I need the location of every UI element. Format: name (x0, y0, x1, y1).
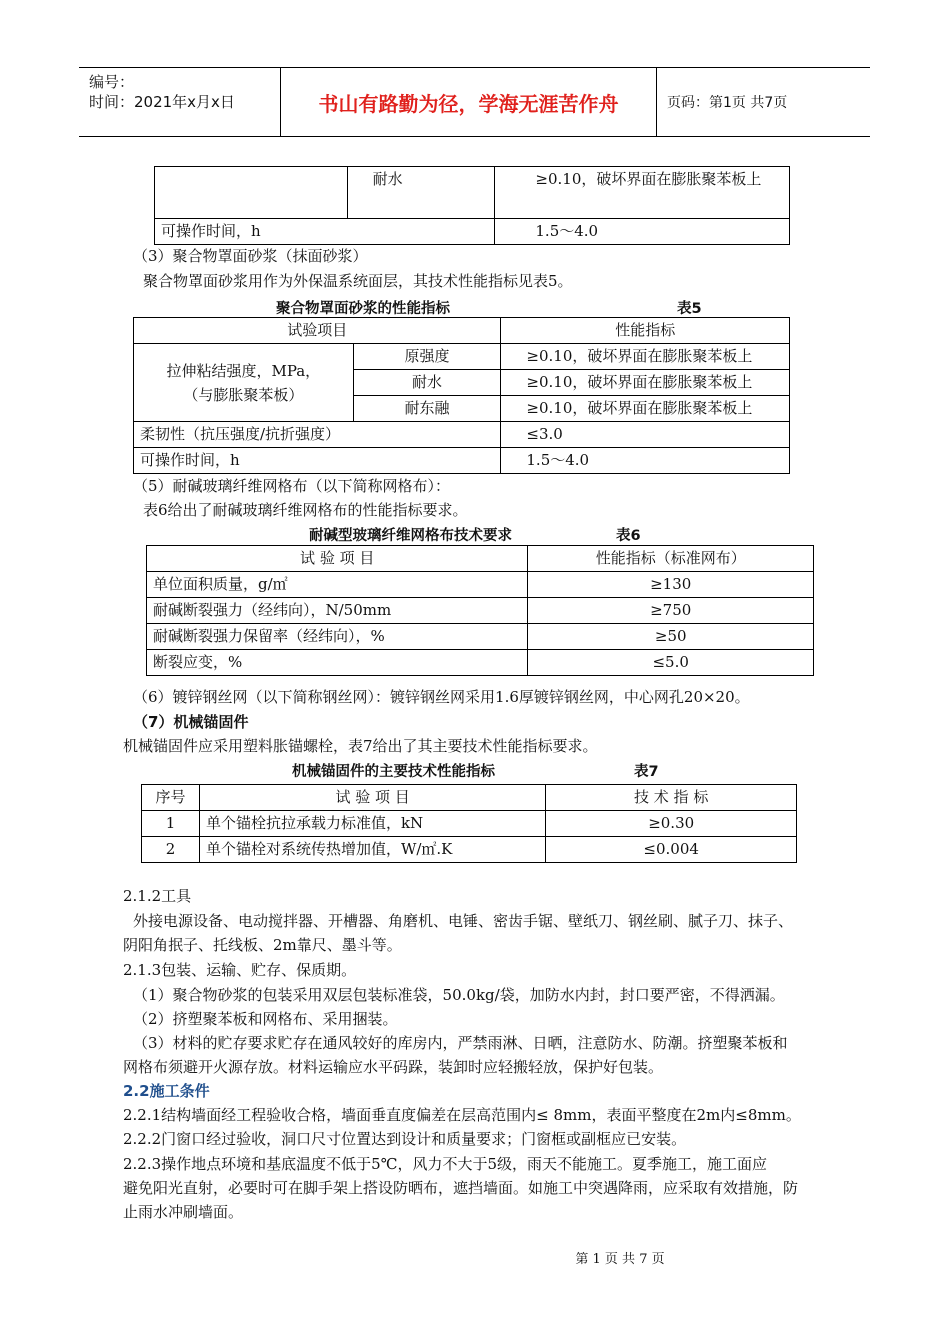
section-213-item: （2）挤塑聚苯板和网格布、采用捆装。 (133, 1010, 398, 1028)
section-5-desc: 表6给出了耐碱玻璃纤维网格布的性能指标要求。 (143, 501, 468, 519)
table6 (146, 545, 814, 676)
table-cell: ≥0.10，破坏界面在膨胀聚苯板上 (501, 396, 790, 422)
table-top-continued (154, 166, 790, 245)
table-header: 技 术 指 标 (546, 785, 797, 811)
page-footer: 第 1 页 共 7 页 (575, 1252, 665, 1267)
group-label-line: （与膨胀聚苯板） (183, 385, 304, 404)
section-223: 避免阳光直射，必要时可在脚手架上搭设防晒布，遮挡墙面。如施工中突遇降雨，应采取有效措施，防 (123, 1179, 799, 1197)
table-cell: 可操作时间，h (134, 448, 501, 474)
table-cell: 断裂应变，% (147, 650, 528, 676)
table-header: 性能指标（标准网布） (528, 546, 814, 572)
section-212-text: 阴阳角抿子、托线板、2m靠尺、墨斗等。 (123, 936, 402, 954)
table-header: 试 验 项 目 (147, 546, 528, 572)
table7-label: 表7 (634, 764, 659, 780)
number-label: 编号： (89, 73, 135, 91)
table-cell: 单个锚栓对系统传热增加值，W/㎡.K (199, 837, 545, 863)
table7 (141, 784, 797, 863)
table-cell: 耐碱断裂强力（经纬向），N/50mm (147, 598, 528, 624)
section-3-desc: 聚合物罩面砂浆用作为外保温系统面层，其技术性能指标见表5。 (143, 272, 573, 290)
page-indicator: 页码：第1页 共7页 (667, 95, 788, 111)
table6-label: 表6 (616, 528, 641, 544)
table-cell: ≥0.30 (546, 811, 797, 837)
table-cell: ≤0.004 (546, 837, 797, 863)
table-cell: ≥0.10，破坏界面在膨胀聚苯板上 (501, 370, 790, 396)
table-cell: 单个锚栓抗拉承载力标准值，kN (199, 811, 545, 837)
table-cell: ≥50 (528, 624, 814, 650)
table-cell: 单位面积质量，g/㎡ (147, 572, 528, 598)
table5-title: 聚合物罩面砂浆的性能指标 (276, 301, 450, 317)
table-cell: ≤5.0 (528, 650, 814, 676)
section-213: 2.1.3包装、运输、贮存、保质期。 (123, 961, 357, 979)
section-221: 2.2.1结构墙面经工程验收合格，墙面垂直度偏差在层高范围内≤ 8mm，表面平整度在2m内≤8mm。 (123, 1106, 801, 1124)
section-213-item: （1）聚合物砂浆的包装采用双层包装标准袋，50.0kg/袋，加防水内封，封口要严密，不得洒漏。 (133, 986, 785, 1004)
table-cell (155, 167, 348, 219)
table-cell: 柔韧性（抗压强度/抗折强度） (134, 422, 501, 448)
table-cell (134, 344, 354, 422)
section-213-item: 网格布须避开火源存放。材料运输应水平码跺，装卸时应轻搬轻放，保护好包装。 (123, 1058, 664, 1076)
table-cell: 2 (142, 837, 200, 863)
table-header: 试 验 项 目 (199, 785, 545, 811)
table-cell: ≥130 (528, 572, 814, 598)
table-cell: 耐水 (353, 370, 501, 396)
header-meta (79, 68, 281, 136)
time-label: 时间：2021年x月x日 (89, 93, 235, 111)
section-223: 止雨水冲刷墙面。 (123, 1203, 244, 1221)
table-header: 性能指标 (501, 318, 790, 344)
table-cell: 耐水 (347, 167, 495, 219)
section-5-title: （5）耐碱玻璃纤维网格布（以下简称网格布）： (133, 477, 451, 495)
table-cell: 耐碱断裂强力保留率（经纬向），% (147, 624, 528, 650)
section-213-item: （3）材料的贮存要求贮存在通风较好的库房内，严禁雨淋、日晒，注意防水、防潮。挤塑聚苯板和 (133, 1034, 788, 1052)
table5-label: 表5 (677, 301, 702, 317)
section-223: 2.2.3操作地点环境和基底温度不低于5℃，风力不大于5级，雨天不能施工。夏季施工，施工面应 (123, 1155, 768, 1173)
table-cell: ≥0.10，破坏界面在膨胀聚苯板上 (495, 167, 790, 219)
header-motto: 书山有路勤为径，学海无涯苦作舟 (281, 68, 657, 136)
group-label-line: 拉伸粘结强度，MPa， (166, 361, 321, 380)
section-6: （6）镀锌钢丝网（以下简称钢丝网）：镀锌钢丝网采用1.6厚镀锌钢丝网，中心网孔20×20。 (133, 688, 750, 706)
table-cell: ≥750 (528, 598, 814, 624)
table-cell: 原强度 (353, 344, 501, 370)
table7-title: 机械锚固件的主要技术性能指标 (292, 764, 495, 780)
table-cell: 耐东融 (353, 396, 501, 422)
section-212-text: 外接电源设备、电动搅拌器、开槽器、角磨机、电锤、密齿手锯、壁纸刀、钢丝刷、腻子刀、抹子、 (133, 912, 794, 930)
table-cell: 1.5～4.0 (495, 219, 790, 245)
table-cell: 可操作时间，h (155, 219, 495, 245)
table-cell: ≥0.10，破坏界面在膨胀聚苯板上 (501, 344, 790, 370)
table5 (133, 317, 790, 474)
page-header (79, 67, 870, 137)
table-cell: 1.5～4.0 (501, 448, 790, 474)
section-7-desc: 机械锚固件应采用塑料胀锚螺栓，表7给出了其主要技术性能指标要求。 (123, 737, 598, 755)
section-7-title: （7）机械锚固件 (133, 713, 249, 731)
table-header: 序号 (142, 785, 200, 811)
table6-title: 耐碱型玻璃纤维网格布技术要求 (309, 528, 512, 544)
section-22-title: 2.2施工条件 (123, 1082, 210, 1100)
table-cell: 1 (142, 811, 200, 837)
section-212: 2.1.2工具 (123, 887, 192, 905)
section-222: 2.2.2门窗口经过验收，洞口尺寸位置达到设计和质量要求；门窗框或副框应已安装。 (123, 1130, 687, 1148)
table-header: 试验项目 (134, 318, 501, 344)
table-cell: ≤3.0 (501, 422, 790, 448)
section-3-title: （3）聚合物罩面砂浆（抹面砂浆） (133, 247, 368, 265)
